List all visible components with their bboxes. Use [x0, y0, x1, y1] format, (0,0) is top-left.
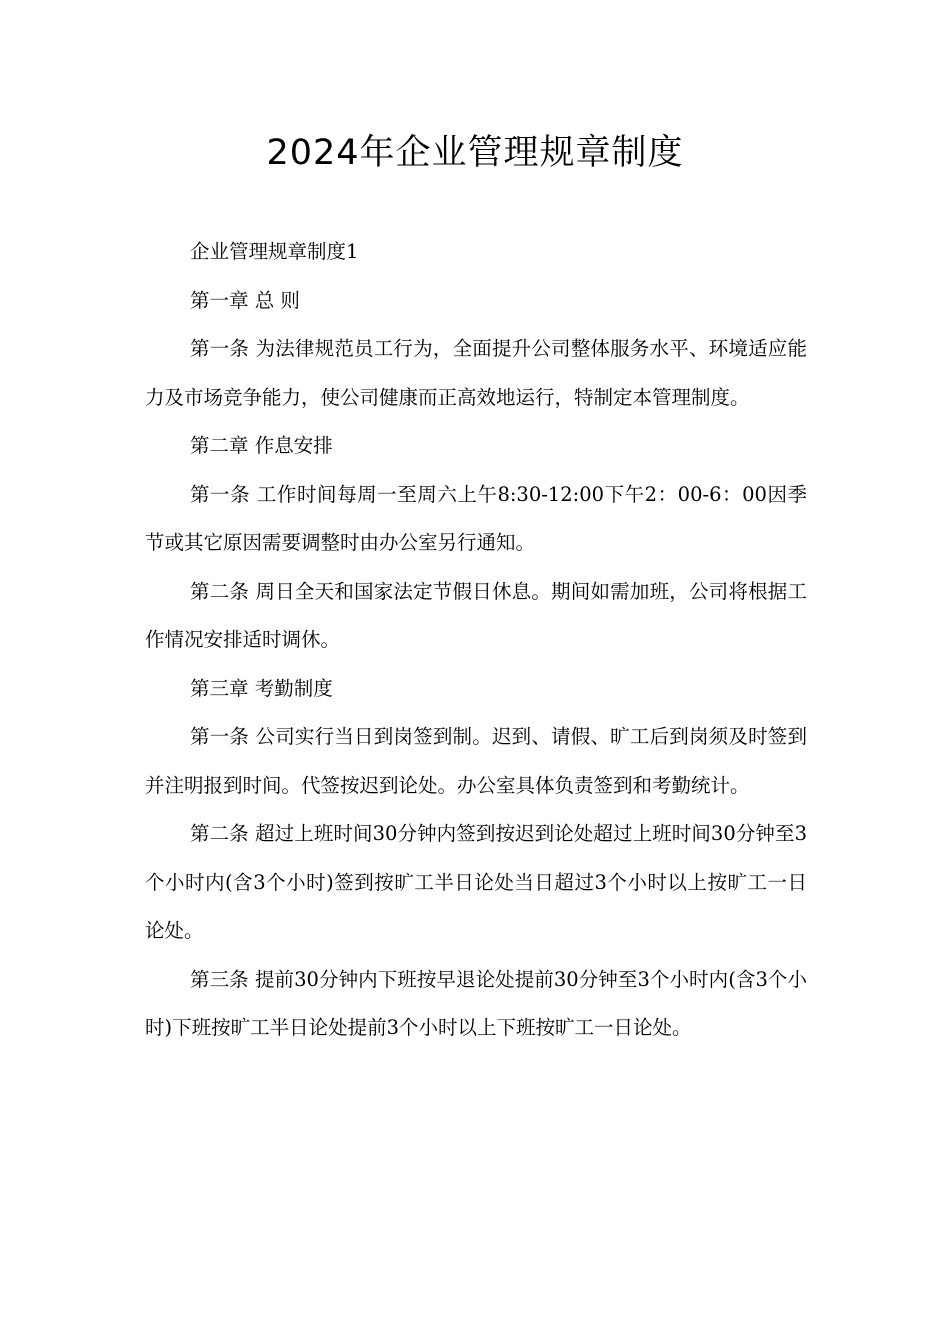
article-paragraph: 第二条 超过上班时间30分钟内签到按迟到论处超过上班时间30分钟至3个小时内(含3个小时)签到按旷工半日论处当日超过3个小时以上按旷工一日论处。: [145, 822, 807, 942]
chapter-heading: 第三章 考勤制度: [190, 676, 333, 700]
chapter-heading: 第一章 总 则: [190, 288, 300, 312]
article-paragraph: 第二条 周日全天和国家法定节假日休息。期间如需加班，公司将根据工作情况安排适时调休。: [145, 579, 807, 651]
document-body: [145, 228, 807, 1053]
article-paragraph: 第一条 工作时间每周一至周六上午8:30-12:00下午2：00-6：00因季节或其它原因需要调整时由办公室另行通知。: [145, 482, 807, 554]
article-paragraph: 第一条 为法律规范员工行为，全面提升公司整体服务水平、环境适应能力及市场竞争能力，使公司健康而正高效地运行，特制定本管理制度。: [145, 337, 807, 409]
article-paragraph: 第三条 提前30分钟内下班按早退论处提前30分钟至3个小时内(含3个小时)下班按旷工半日论处提前3个小时以上下班按旷工一日论处。: [145, 967, 807, 1039]
heading-regulation: 企业管理规章制度1: [190, 240, 359, 263]
document-title: 2024年企业管理规章制度: [266, 133, 684, 173]
article-paragraph: 第一条 公司实行当日到岗签到制。迟到、请假、旷工后到岗须及时签到并注明报到时间。代签按迟到论处。办公室具体负责签到和考勤统计。: [145, 725, 807, 797]
chapter-heading: 第二章 作息安排: [190, 434, 333, 457]
